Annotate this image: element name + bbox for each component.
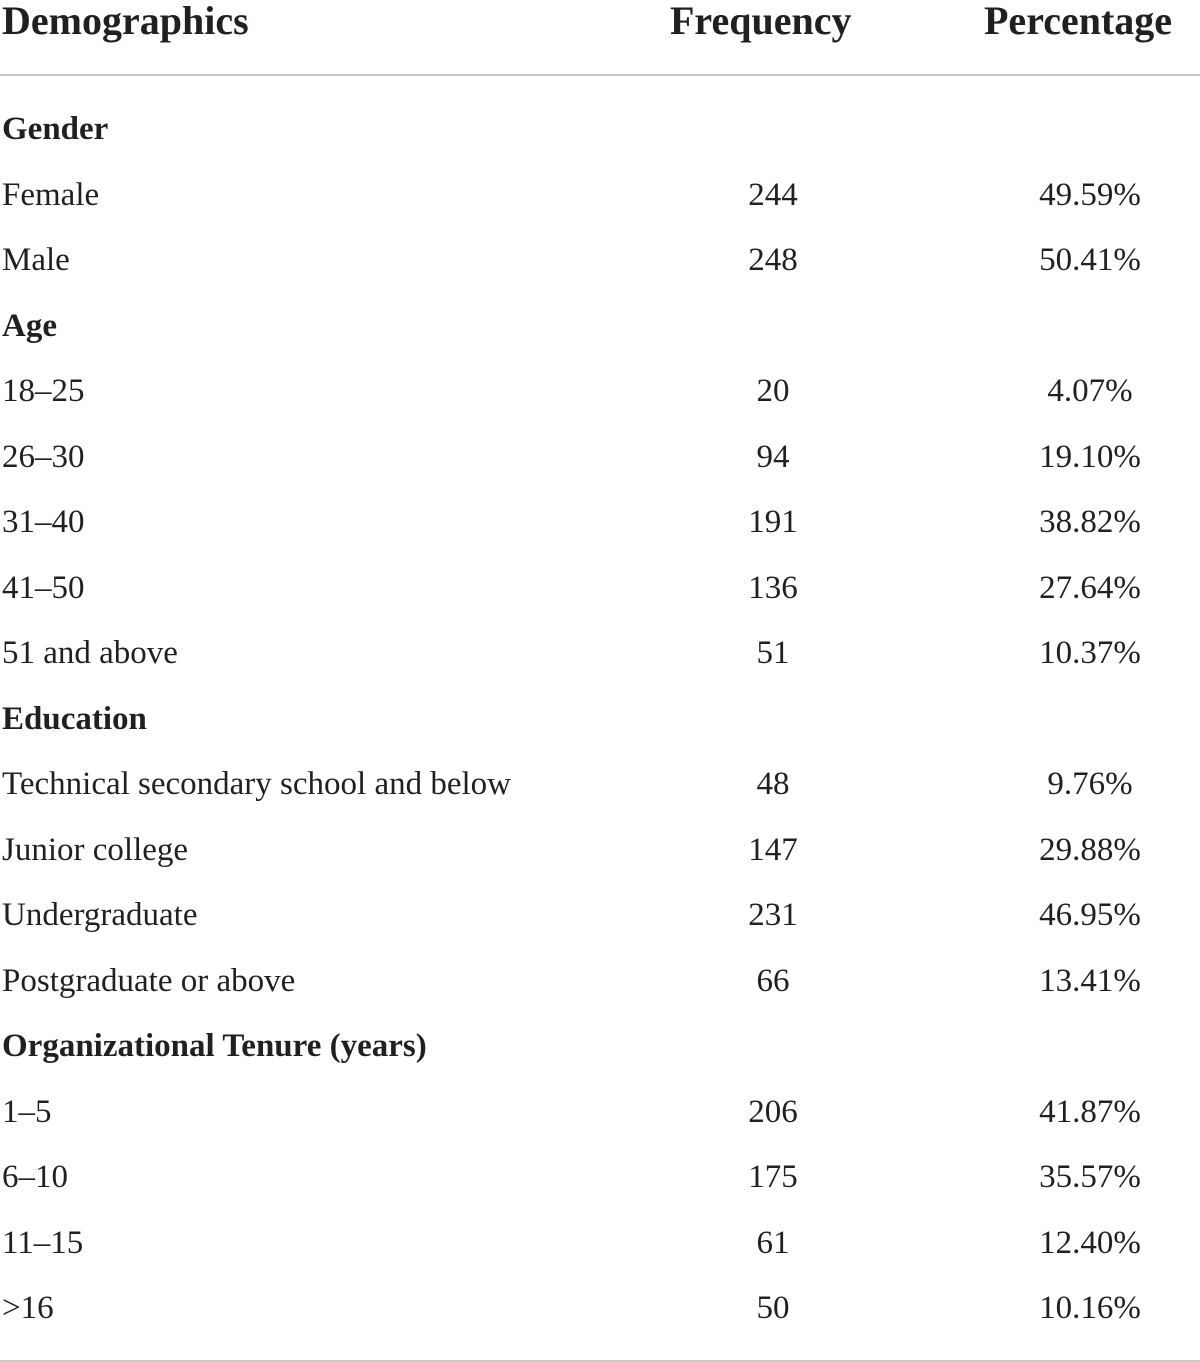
section-label: Education [2, 700, 147, 737]
row-label: 41–50 [2, 569, 85, 606]
frequency-cell: 51 [756, 635, 790, 672]
percentage-cell [990, 1014, 1190, 1080]
row-label: 11–15 [2, 1224, 84, 1261]
row-label: 31–40 [2, 504, 85, 541]
percentage-cell: 29.88% [1039, 831, 1141, 868]
frequency-cell: 248 [748, 242, 798, 279]
table-row [0, 1145, 1200, 1211]
row-label: Undergraduate [2, 897, 198, 934]
header-demographics: Demographics [2, 0, 249, 43]
percentage-cell: 35.57% [1039, 1159, 1141, 1196]
section-label: Age [2, 307, 57, 344]
percentage-cell [990, 294, 1190, 360]
frequency-cell: 231 [748, 897, 798, 934]
percentage-cell: 46.95% [1039, 897, 1141, 934]
percentage-cell: 10.16% [1039, 1290, 1141, 1327]
percentage-cell: 49.59% [1039, 176, 1141, 213]
table-row [0, 949, 1200, 1015]
header-frequency: Frequency [670, 0, 852, 43]
frequency-cell: 48 [756, 766, 790, 803]
table-row [0, 163, 1200, 229]
table-row [0, 359, 1200, 425]
table-body [0, 97, 1200, 1342]
percentage-cell: 10.37% [1039, 635, 1141, 672]
table-row [0, 1211, 1200, 1277]
frequency-cell: 66 [756, 962, 790, 999]
row-label: Male [2, 242, 70, 279]
section-label: Organizational Tenure (years) [2, 1028, 427, 1065]
frequency-cell: 147 [748, 831, 798, 868]
frequency-cell: 206 [748, 1093, 798, 1130]
section-row [0, 687, 1200, 753]
percentage-cell: 38.82% [1039, 504, 1141, 541]
frequency-cell [673, 97, 873, 163]
frequency-cell: 20 [756, 373, 790, 410]
row-label: 26–30 [2, 438, 85, 475]
table-row [0, 883, 1200, 949]
section-row [0, 97, 1200, 163]
table-row [0, 425, 1200, 491]
row-label: Postgraduate or above [2, 962, 296, 999]
section-label: Gender [2, 111, 109, 147]
row-label: 51 and above [2, 635, 178, 672]
frequency-cell [673, 687, 873, 753]
frequency-cell: 61 [756, 1224, 790, 1261]
frequency-cell [673, 294, 873, 360]
percentage-cell: 27.64% [1039, 569, 1141, 606]
frequency-cell [673, 1014, 873, 1080]
table-row [0, 621, 1200, 687]
row-label: 18–25 [2, 373, 85, 410]
frequency-cell: 244 [748, 176, 798, 213]
frequency-cell: 50 [756, 1290, 790, 1327]
frequency-cell: 94 [756, 438, 790, 475]
percentage-cell: 9.76% [1047, 766, 1133, 803]
row-label: Technical secondary school and below [2, 766, 512, 803]
percentage-cell [990, 687, 1190, 753]
row-label: 1–5 [2, 1093, 52, 1130]
table-row [0, 818, 1200, 884]
percentage-cell: 41.87% [1039, 1093, 1141, 1130]
percentage-cell [990, 97, 1190, 163]
percentage-cell: 13.41% [1039, 962, 1141, 999]
frequency-cell: 136 [748, 569, 798, 606]
percentage-cell: 12.40% [1039, 1224, 1141, 1261]
section-row [0, 294, 1200, 360]
table-row [0, 1080, 1200, 1146]
row-label: >16 [2, 1290, 54, 1327]
frequency-cell: 191 [748, 504, 798, 541]
table-row [0, 1276, 1200, 1342]
table-row [0, 752, 1200, 818]
table-row [0, 556, 1200, 622]
row-label: 6–10 [2, 1159, 68, 1196]
row-label: Junior college [2, 831, 189, 868]
frequency-cell: 175 [748, 1159, 798, 1196]
header-percentage: Percentage [984, 0, 1173, 43]
table-row [0, 490, 1200, 556]
section-row [0, 1014, 1200, 1080]
row-label: Female [2, 176, 100, 213]
percentage-cell: 4.07% [1047, 373, 1133, 410]
table-row [0, 228, 1200, 294]
percentage-cell: 19.10% [1039, 438, 1141, 475]
percentage-cell: 50.41% [1039, 242, 1141, 279]
table-header [0, 0, 1200, 76]
